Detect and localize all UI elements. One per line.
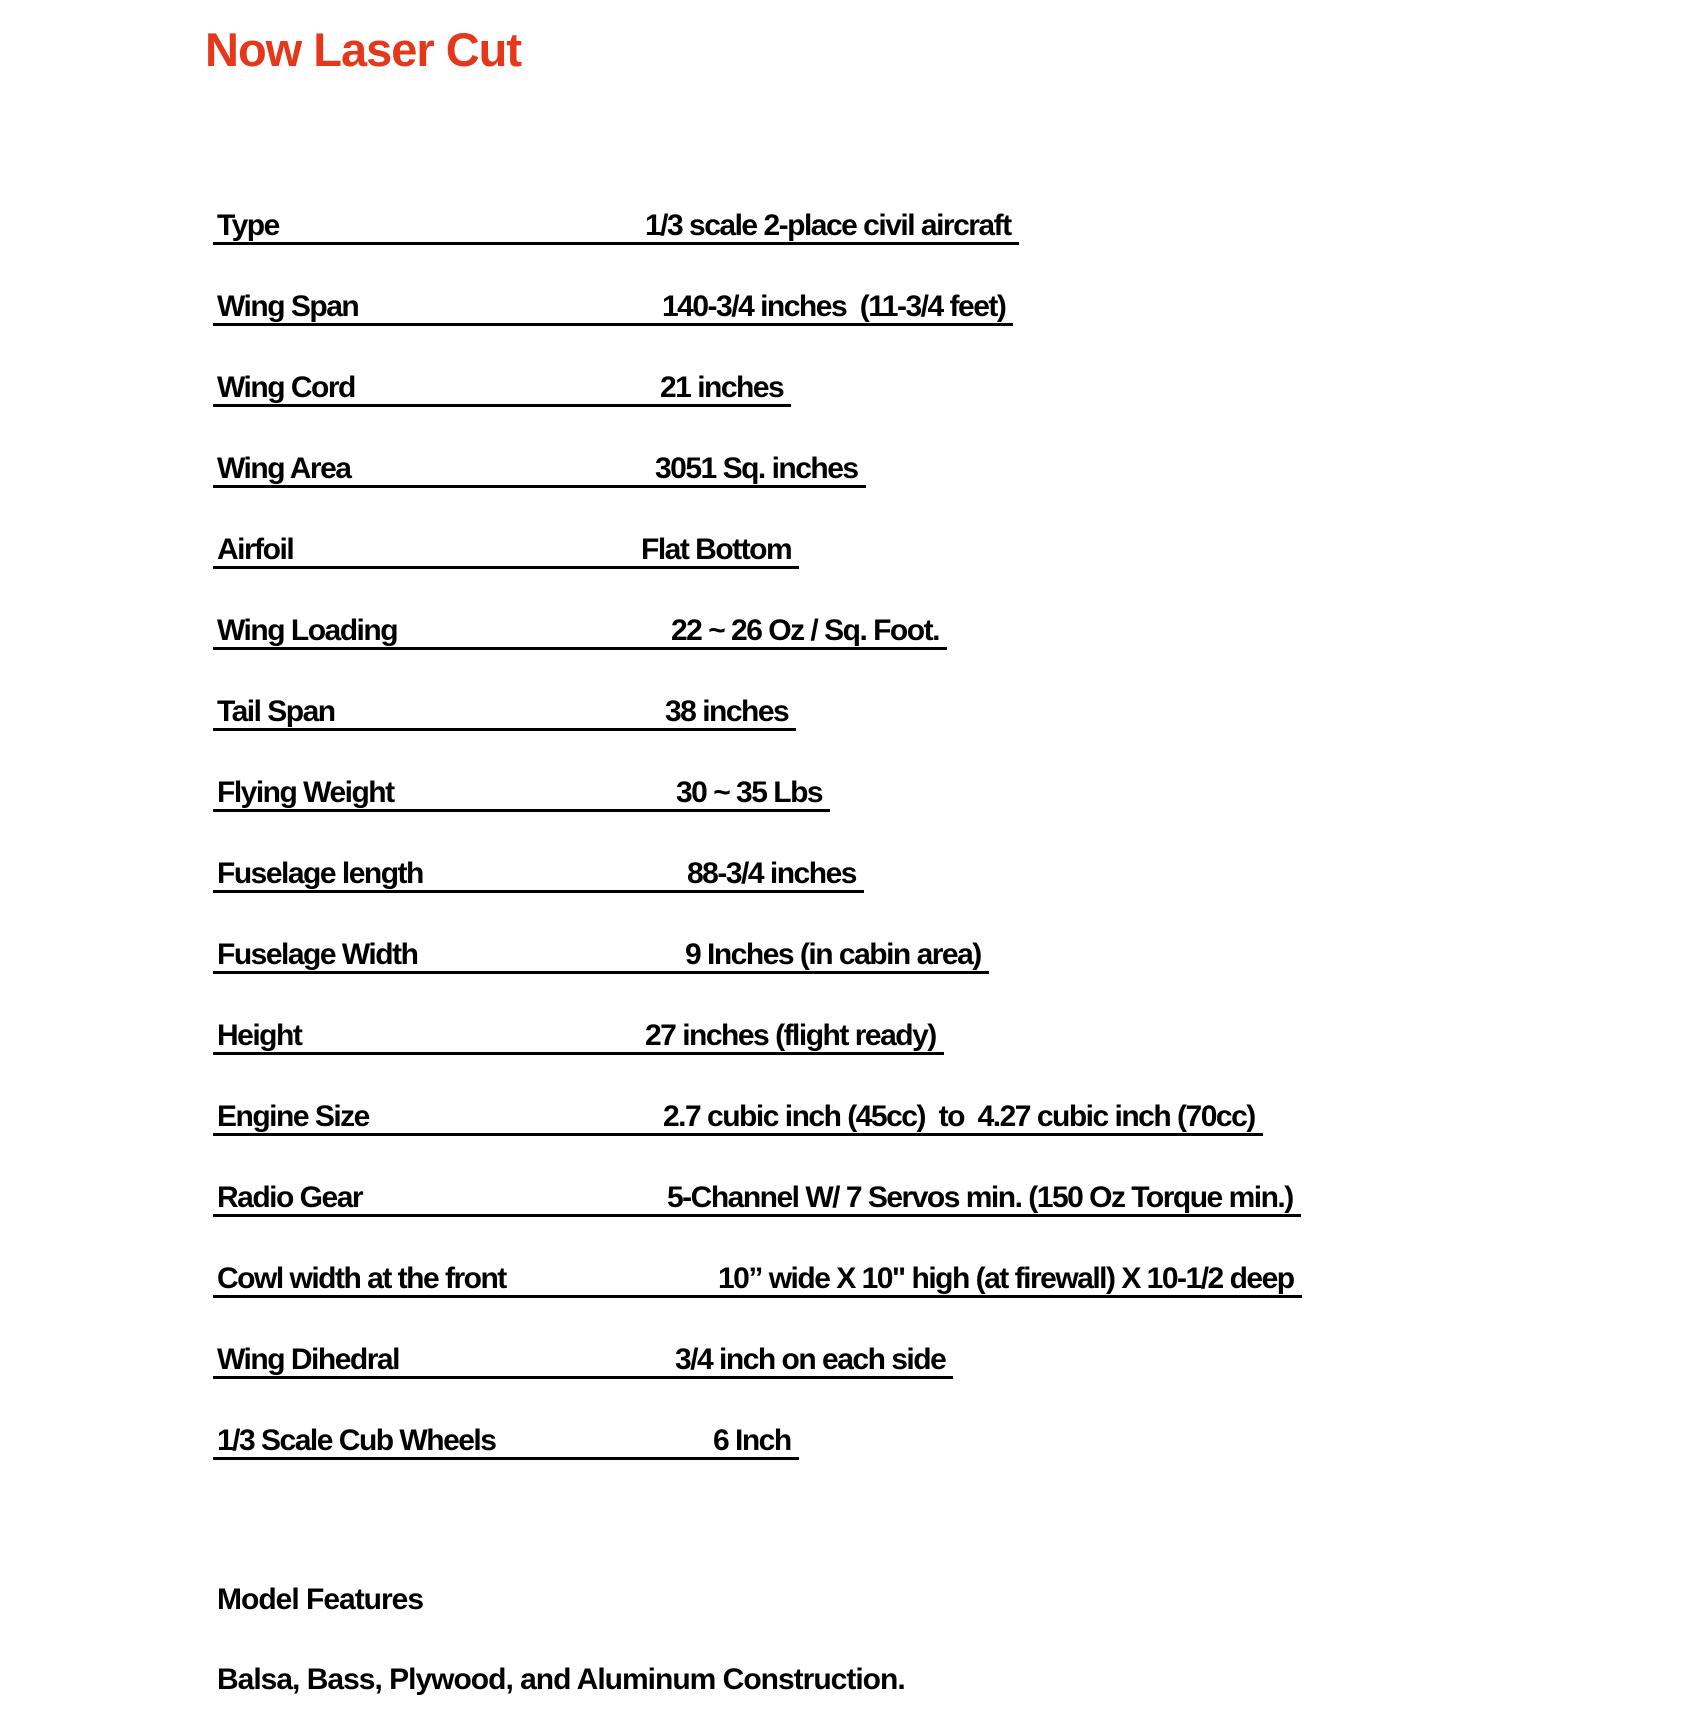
spec-label: Engine Size [217,1100,369,1133]
spec-value: 6 Inch [713,1424,791,1457]
spec-label: Fuselage Width [217,938,418,971]
spec-label: Airfoil [217,533,294,566]
spec-value: 2.7 cubic inch (45cc) to 4.27 cubic inch (70cc) [663,1100,1255,1133]
spec-list [213,209,1302,1460]
spec-row-cub-wheels [213,1424,799,1460]
spec-row-wing-area [213,452,866,488]
spec-label: Wing Loading [217,614,398,647]
spec-row-wing-loading [213,614,947,650]
spec-label: Radio Gear [217,1181,363,1214]
features-item: Balsa, Bass, Plywood, and Aluminum Construction. [217,1663,905,1696]
spec-label: Wing Area [217,452,351,485]
spec-row-tail-span [213,695,796,731]
spec-label: Wing Span [217,290,359,323]
spec-label: Wing Dihedral [217,1343,399,1376]
spec-label: Type [217,209,279,242]
spec-row-height [213,1019,944,1055]
spec-row-fuselage-length [213,857,864,893]
spec-row-wing-cord [213,371,791,407]
spec-value: 3/4 inch on each side [675,1343,946,1376]
page-title: Now Laser Cut [205,23,522,76]
spec-value: 38 inches [665,695,789,728]
spec-row-fuselage-width [213,938,989,974]
spec-row-flying-weight [213,776,830,812]
spec-label: 1/3 Scale Cub Wheels [217,1424,496,1457]
spec-value: 1/3 scale 2-place civil aircraft [645,209,1011,242]
spec-label: Tail Span [217,695,335,728]
spec-value: 10” wide X 10" high (at firewall) X 10-1/2 deep [718,1262,1294,1295]
spec-value: 27 inches (flight ready) [645,1019,936,1052]
spec-label: Wing Cord [217,371,355,404]
spec-row-type [213,209,1019,245]
spec-row-cowl-width [213,1262,1302,1298]
spec-label: Fuselage length [217,857,423,890]
spec-value: 140-3/4 inches (11-3/4 feet) [662,290,1006,323]
spec-row-radio-gear [213,1181,1301,1217]
spec-row-wing-span [213,290,1013,326]
spec-label: Flying Weight [217,776,394,809]
spec-value: 3051 Sq. inches [655,452,858,485]
spec-label: Cowl width at the front [217,1262,506,1295]
spec-value: 5-Channel W/ 7 Servos min. (150 Oz Torque min.) [667,1181,1293,1214]
spec-row-airfoil [213,533,799,569]
spec-row-wing-dihedral [213,1343,953,1379]
spec-value: 22 ~ 26 Oz / Sq. Foot. [671,614,939,647]
spec-value: 30 ~ 35 Lbs [676,776,823,809]
spec-value: 88-3/4 inches [687,857,856,890]
spec-value: Flat Bottom [641,533,792,566]
features-heading: Model Features [217,1583,424,1616]
model-features-section [217,1582,905,1698]
spec-label: Height [217,1019,302,1052]
spec-value: 21 inches [660,371,784,404]
spec-row-engine-size [213,1100,1263,1136]
spec-value: 9 Inches (in cabin area) [685,938,981,971]
